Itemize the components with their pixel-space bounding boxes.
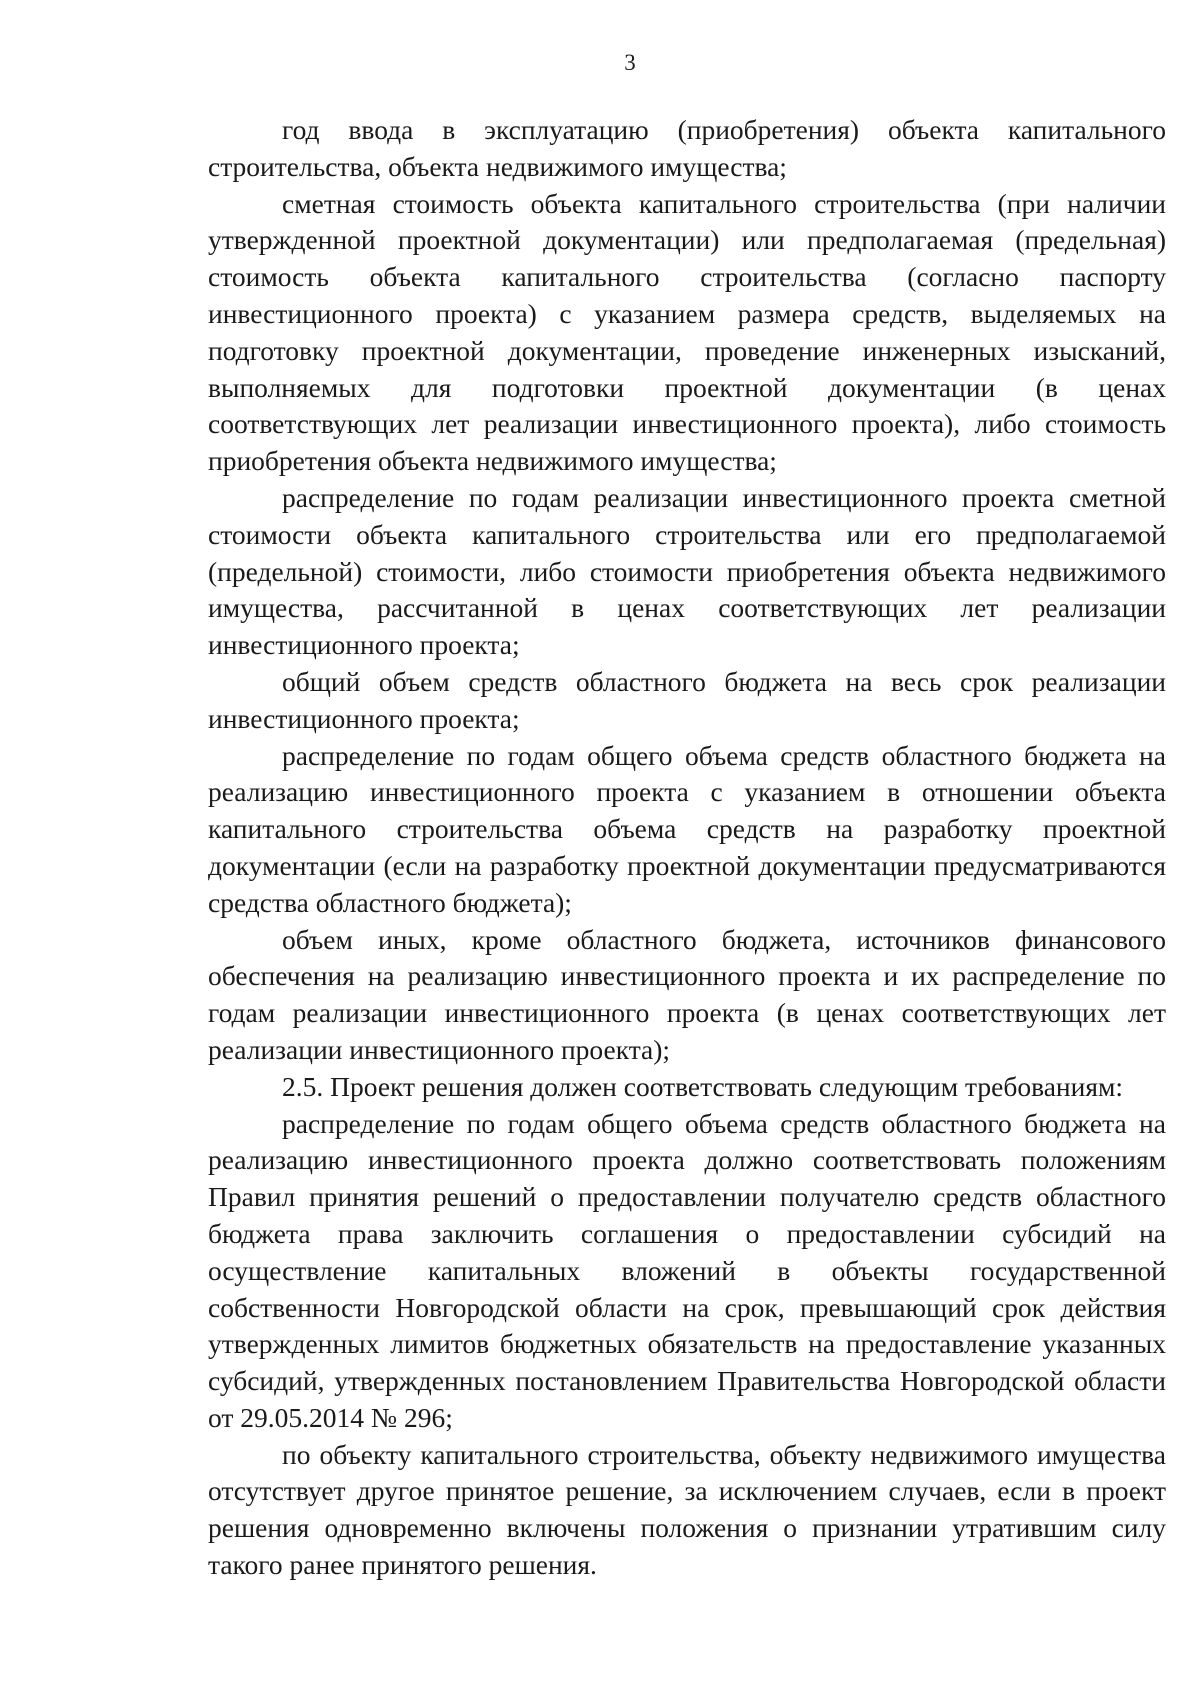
document-body: [208, 112, 1166, 1584]
paragraph-cost-distribution: распределение по годам реализации инвестиционного проекта сметной стоимости объекта капитального строительства или его предполагаемой (предельной) стоимости, либо стоимости приобретения объекта недвижимого имущества, рассчитанной в ценах соответствующих лет реализации инвестиционного проекта;: [208, 481, 1166, 661]
paragraph-other-sources: объем иных, кроме областного бюджета, источников финансового обеспечения на реализацию инвестиционного проекта и их распределение по годам реализации инвестиционного проекта (в ценах соответствующих лет реализации инвестиционного проекта);: [208, 923, 1166, 1065]
paragraph-no-other-decision: по объекту капитального строительства, объекту недвижимого имущества отсутствует другое принятое решение, за исключением случаев, если в проект решения одновременно включены положения о признании утратившим силу такого ранее принятого решения.: [208, 1438, 1166, 1581]
paragraph-section-2-5: 2.5. Проект решения должен соответствовать следующим требованиям:: [282, 1070, 1124, 1102]
paragraph-total-budget: общий объем средств областного бюджета на весь срок реализации инвестиционного проекта;: [208, 665, 1166, 734]
paragraph-commissioning-year: год ввода в эксплуатацию (приобретения) объекта капитального строительства, объекта недвижимого имущества;: [208, 114, 1166, 182]
paragraph-budget-distribution: распределение по годам общего объема средств областного бюджета на реализацию инвестиционного проекта с указанием в отношении объекта капитального строительства объема средств на разработку проектной документации (если на разработку проектной документации предусматриваются средства областного бюджета);: [208, 739, 1166, 918]
page-number: 3: [624, 50, 636, 75]
paragraph-rules-compliance: распределение по годам общего объема средств областного бюджета на реализацию инвестиционного проекта должно соответствовать положениям Правил принятия решений о предоставлении получателю средств областного бюджета права заключить соглашения о предоставлении субсидий на осуществление капитальных вложений в объекты государственной собственности Новгородской области на срок, превышающий срок действия утвержденных лимитов бюджетных обязательств на предоставление указанных субсидий, утвержденных постановлением Правительства Новгородской области от 29.05.2014 № 296;: [208, 1107, 1166, 1433]
paragraph-estimated-cost: сметная стоимость объекта капитального строительства (при наличии утвержденной проектной документации) или предполагаемая (предельная) стоимость объекта капитального строительства (согласно паспорту инвестиционного проекта) с указанием размера средств, выделяемых на подготовку проектной документации, проведение инженерных изысканий, выполняемых для подготовки проектной документации (в ценах соответствующих лет реализации инвестиционного проекта), либо стоимость приобретения объекта недвижимого имущества;: [208, 187, 1166, 477]
